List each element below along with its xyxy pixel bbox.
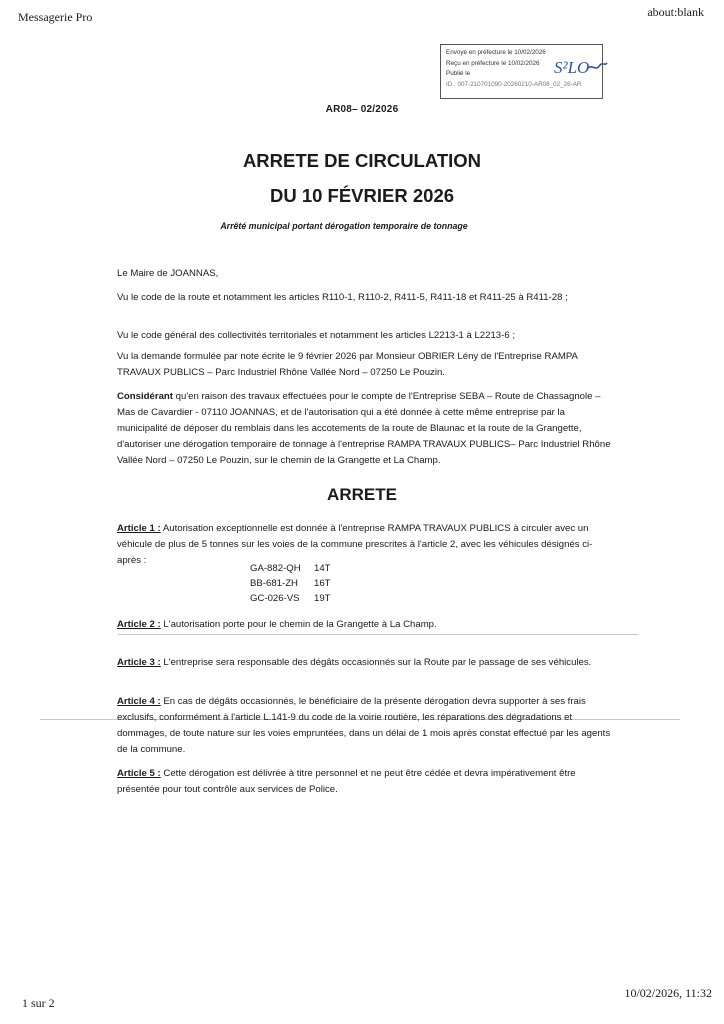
vehicle-plate: BB-681-ZH bbox=[250, 578, 298, 589]
article-3-text: L'entreprise sera responsable des dégâts occasionnés sur la Route par le passage de ses véhicules. bbox=[160, 657, 592, 668]
section-title: ARRETE bbox=[327, 485, 397, 504]
article-4-label: Article 4 : bbox=[117, 696, 161, 707]
vehicle-tonnage: 14T bbox=[314, 563, 331, 574]
vehicle-row bbox=[250, 576, 331, 591]
vehicle-tonnage: 16T bbox=[314, 578, 331, 589]
decree-date-title: DU 10 FÉVRIER 2026 bbox=[269, 185, 455, 206]
stamp-sent-line: Envoyé en préfecture le 10/02/2026 bbox=[446, 49, 546, 56]
article-4 bbox=[117, 694, 613, 758]
article-5 bbox=[117, 766, 613, 798]
vu-demande: Vu la demande formulée par note écrite le 9 février 2026 par Monsieur OBRIER Lény de l'Entreprise RAMPA TRAVAUX PUBLICS – Parc Industriel Rhône Vallée Nord – 07250 Le Pouzin. bbox=[117, 351, 578, 378]
mayor-intro: Le Maire de JOANNAS, bbox=[117, 268, 219, 279]
print-header-url: about:blank bbox=[647, 5, 704, 19]
vu-code-route: Vu le code de la route et notamment les articles R110-1, R110-2, R411-5, R411-18 et R411-25 à R411-28 ; bbox=[117, 292, 568, 303]
stamp-received-line: Reçu en préfecture le 10/02/2026 bbox=[446, 59, 540, 67]
considerant-paragraph bbox=[117, 389, 613, 469]
vehicle-plate: GC-026-VS bbox=[250, 593, 300, 604]
article-2-label: Article 2 : bbox=[117, 619, 161, 630]
article-5-text: Cette dérogation est délivrée à titre personnel et ne peut être cédée et devra impérativement être présentée pour tout contrôle aux services de Police. bbox=[117, 768, 576, 795]
stamp-published-line: Publié le bbox=[446, 70, 471, 77]
vehicle-row bbox=[250, 561, 331, 576]
decree-reference: AR08– 02/2026 bbox=[325, 104, 399, 115]
vu-code-collectivites: Vu le code général des collectivités territoriales et notamment les articles L2213-1 à L2213-6 ; bbox=[117, 330, 515, 341]
article-2 bbox=[117, 617, 613, 633]
considerant-label: Considérant bbox=[117, 391, 173, 402]
article-4-text: En cas de dégâts occasionnés, le bénéficiaire de la présente dérogation devra supporter à ses frais exclusifs, conformément à l'article L.141-9 du code de la voirie routière, les réparations des dégradations et dommages, de toute nature sur les voies empruntées, dans un délai de 1 mois après constat effectué par les agents de la commune. bbox=[117, 696, 611, 755]
article-1-text: Autorisation exceptionnelle est donnée à l'entreprise RAMPA TRAVAUX PUBLICS à circuler avec un véhicule de plus de 5 tonnes sur les voies de la commune prescrites à l'article 2, avec les véhicules désignés ci-après : bbox=[117, 523, 593, 566]
vehicle-tonnage: 19T bbox=[314, 593, 331, 604]
vehicle-row bbox=[250, 591, 331, 606]
article-1-label: Article 1 : bbox=[117, 523, 161, 534]
article-5-label: Article 5 : bbox=[117, 768, 161, 779]
stamp-id-line: ID : 007-210701090-20260210-AR08_02_26-AR bbox=[446, 80, 582, 88]
slo-signature-text: S²LO bbox=[554, 58, 590, 77]
decree-title: ARRETE DE CIRCULATION bbox=[242, 150, 482, 171]
print-footer-datetime: 10/02/2026, 11:32 bbox=[624, 986, 712, 1000]
article-1 bbox=[117, 521, 613, 569]
vehicle-plate: GA-882-QH bbox=[250, 563, 301, 574]
considerant-text: qu'en raison des travaux effectuées pour le compte de l'Entreprise SEBA – Route de Chassagnole – Mas de Cavardier - 07110 JOANNAS, et de l'autorisation qui a été donnée à cette même entreprise par la municipalité de déposer du remblais dans les accotements de la route de Blaunac et la route de la Grangette, d'autoriser une dérogation temporaire de tonnage à l'entreprise RAMPA TRAVAUX PUBLICS– Parc Industriel Rhône Vallée Nord – 07250 Le Pouzin, sur le chemin de la Grangette et La Champ. bbox=[117, 391, 611, 466]
scan-artifact-line bbox=[118, 634, 638, 635]
slo-signature-logo bbox=[552, 54, 608, 80]
print-footer-page: 1 sur 2 bbox=[22, 996, 55, 1010]
article-2-text: L'autorisation porte pour le chemin de la Grangette à La Champ. bbox=[160, 619, 437, 630]
decree-subtitle: Arrêté municipal portant dérogation temporaire de tonnage bbox=[220, 221, 468, 231]
article-3 bbox=[117, 655, 613, 671]
print-header-title: Messagerie Pro bbox=[18, 10, 93, 24]
vehicle-list bbox=[250, 561, 331, 606]
article-3-label: Article 3 : bbox=[117, 657, 161, 668]
